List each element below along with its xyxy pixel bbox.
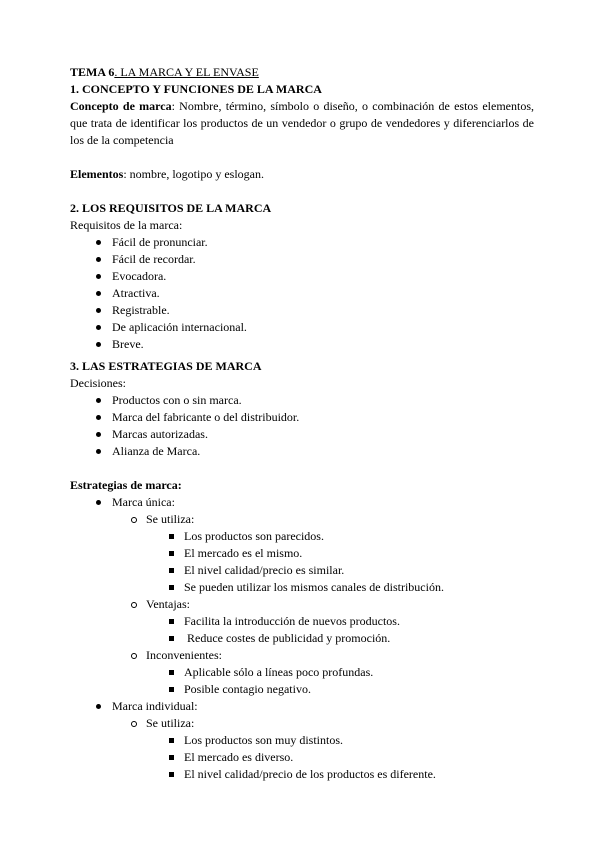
list-item-text: Evocadora. [112,269,167,283]
square-bullet-icon [169,772,174,777]
list-item [70,285,534,302]
section2-heading: 2. LOS REQUISITOS DE LA MARCA [70,201,272,215]
list-item [70,613,534,630]
list-item [70,251,534,268]
square-bullet-icon [169,534,174,539]
list-item-text: Reduce costes de publicidad y promoción. [184,631,391,645]
list-item-text: Los productos son parecidos. [184,529,324,543]
circle-bullet-icon [131,517,137,523]
list-item-text: Fácil de pronunciar. [112,235,208,249]
list-item [70,511,534,528]
list-item [70,698,534,715]
list-item [70,443,534,460]
disc-bullet-icon [96,449,101,454]
list-item [70,664,534,681]
list-item-text: Marca del fabricante o del distribuidor. [112,410,300,424]
list-item [70,268,534,285]
disc-bullet-icon [96,342,101,347]
list-item [70,545,534,562]
disc-bullet-icon [96,325,101,330]
square-bullet-icon [169,551,174,556]
square-bullet-icon [169,636,174,641]
disc-bullet-icon [96,308,101,313]
doc-title-underlined: . LA MARCA Y EL ENVASE [114,65,259,79]
list-item [70,392,534,409]
square-bullet-icon [169,619,174,624]
square-bullet-icon [169,687,174,692]
list-item-text: Los productos son muy distintos. [184,733,344,747]
list-item-text: Marca individual: [112,699,198,713]
list-item [70,562,534,579]
circle-bullet-icon [131,653,137,659]
list-item-text: Se utiliza: [146,512,195,526]
circle-bullet-icon [131,721,137,727]
circle-bullet-icon [131,602,137,608]
elementos-text: : nombre, logotipo y eslogan. [123,167,264,181]
list-item-text: Productos con o sin marca. [112,393,242,407]
list-item [70,749,534,766]
concepto-label: Concepto de marca [70,99,172,113]
elementos-label: Elementos [70,167,124,181]
disc-bullet-icon [96,398,101,403]
list-item [70,596,534,613]
list-item [70,409,534,426]
blank-line [70,149,534,166]
square-bullet-icon [169,568,174,573]
disc-bullet-icon [96,240,101,245]
section3-heading: 3. LAS ESTRATEGIAS DE MARCA [70,359,262,373]
list-item-text: El mercado es diverso. [184,750,294,764]
list-item-text: Marca única: [112,495,175,509]
concepto-text: : Nombre, término, símbolo o diseño, o combinación de estos elementos, que trata de identificar los productos de un vendedor o grupo de vendedores y diferenciarlos de los de la competencia [70,99,534,147]
list-item-text: Facilita la introducción de nuevos productos. [184,614,400,628]
list-item-text: Breve. [112,337,144,351]
list-item-text: Marcas autorizadas. [112,427,208,441]
list-item [70,647,534,664]
disc-bullet-icon [96,415,101,420]
list-item [70,426,534,443]
square-bullet-icon [169,585,174,590]
list-item [70,234,534,251]
list-item [70,336,534,353]
list-item-text: De aplicación internacional. [112,320,247,334]
doc-title [70,64,534,81]
list-item-text: Fácil de recordar. [112,252,196,266]
square-bullet-icon [169,755,174,760]
list-item-text: Se utiliza: [146,716,195,730]
list-item-text: Registrable. [112,303,170,317]
list-item-text: Se pueden utilizar los mismos canales de distribución. [184,580,444,594]
square-bullet-icon [169,738,174,743]
section2-intro: Requisitos de la marca: [70,218,183,232]
estrategias-heading: Estrategias de marca: [70,478,182,492]
disc-bullet-icon [96,432,101,437]
list-item-text: Aplicable sólo a líneas poco profundas. [184,665,374,679]
disc-bullet-icon [96,274,101,279]
square-bullet-icon [169,670,174,675]
concepto-paragraph [70,98,534,149]
list-item [70,681,534,698]
list-item [70,766,534,783]
list-item [70,528,534,545]
list-item-text: Inconvenientes: [146,648,222,662]
list-item [70,579,534,596]
list-item-text: El nivel calidad/precio de los productos es diferente. [184,767,436,781]
disc-bullet-icon [96,291,101,296]
list-item-text: Alianza de Marca. [112,444,201,458]
disc-bullet-icon [96,257,101,262]
disc-bullet-icon [96,704,101,709]
list-item-text: El nivel calidad/precio es similar. [184,563,345,577]
section1-heading: 1. CONCEPTO Y FUNCIONES DE LA MARCA [70,82,322,96]
list-item-text: El mercado es el mismo. [184,546,303,560]
list-item [70,732,534,749]
list-item-text: Ventajas: [146,597,190,611]
blank-line [70,460,534,477]
list-item-text: Atractiva. [112,286,160,300]
disc-bullet-icon [96,500,101,505]
list-item [70,715,534,732]
list-item [70,494,534,511]
list-item [70,319,534,336]
list-item-text: Posible contagio negativo. [184,682,311,696]
list-item [70,630,534,647]
blank-line [70,183,534,200]
list-item [70,302,534,319]
doc-title-prefix: TEMA 6 [70,65,115,79]
section3-intro: Decisiones: [70,376,126,390]
elementos-paragraph [70,166,534,183]
